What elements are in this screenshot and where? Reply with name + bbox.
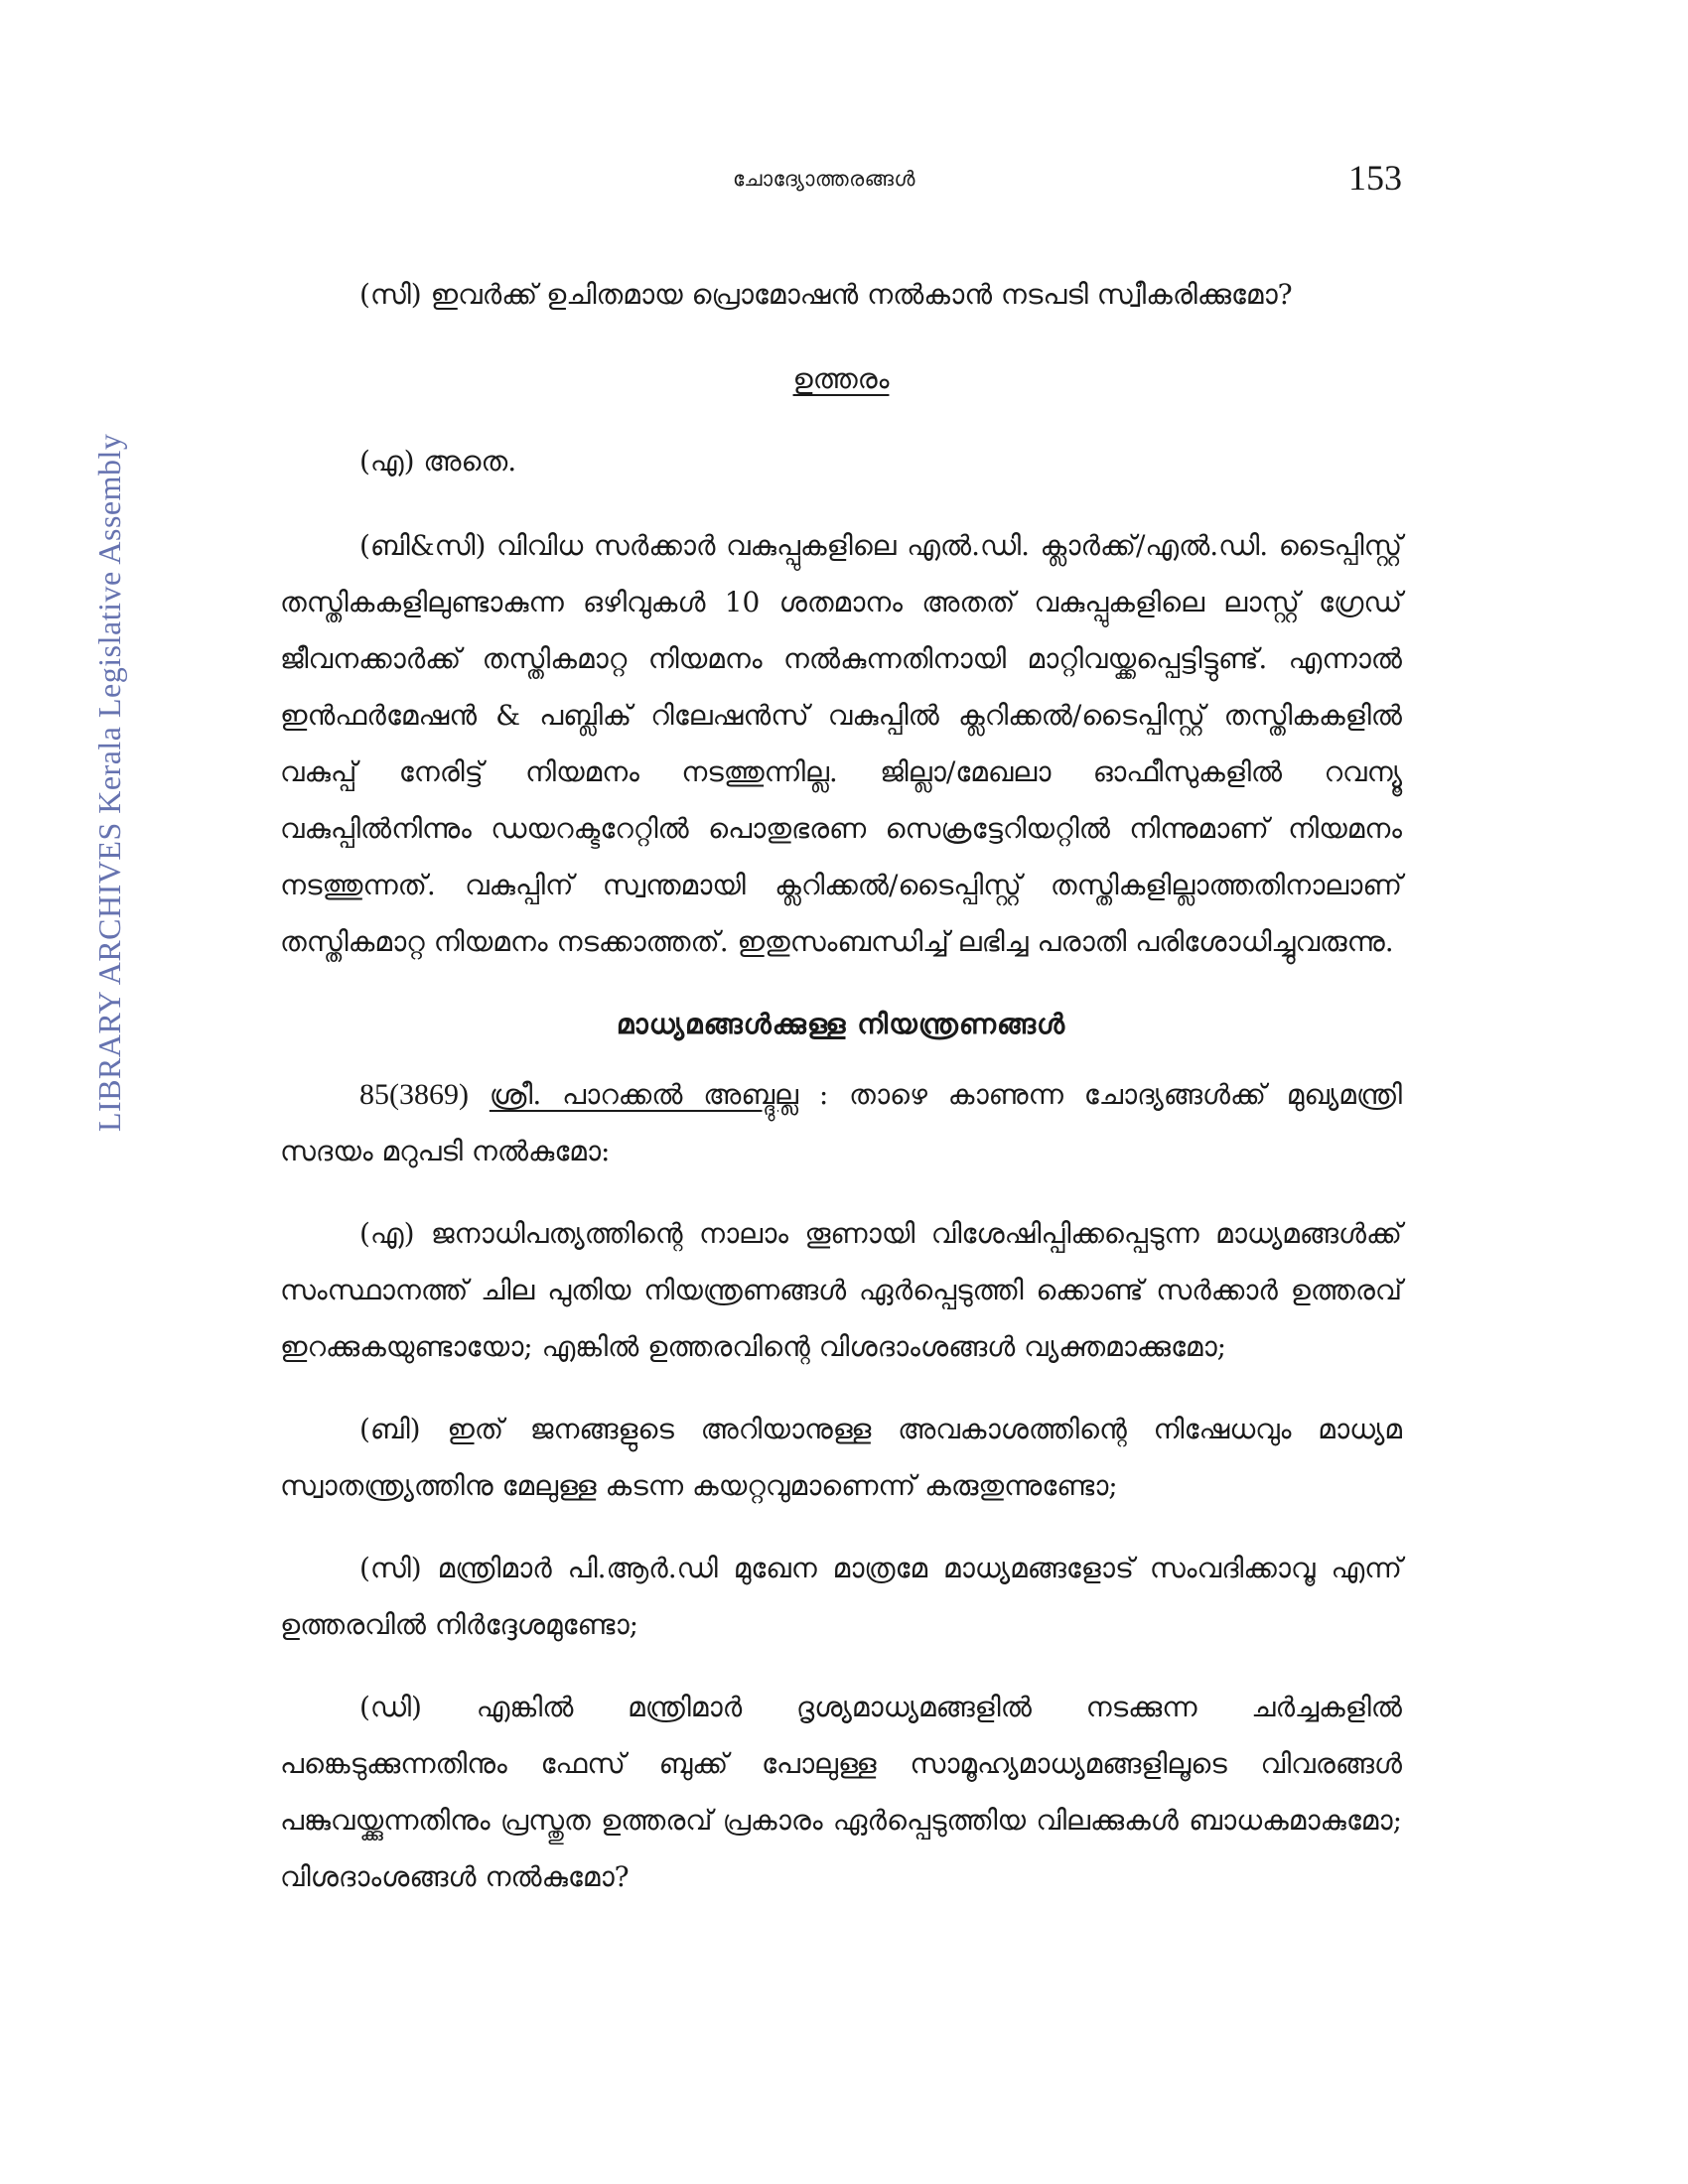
answer-a: (എ) അതെ. xyxy=(359,445,517,478)
question-intro-text: : താഴെ കാണുന്ന ചോദ്യങ്ങൾക്ക് മുഖ്യമന്ത്രി സദയം മറുപടി നൽകുമോ: xyxy=(280,1078,1402,1167)
question-number: 85(3869) xyxy=(359,1078,469,1111)
question-85-b: (ബി) ഇത് ജനങ്ങളുടെ അറിയാനുള്ള അവകാശത്തിന്റെ നിഷേധവും മാധ്യമ സ്വാതന്ത്ര്യത്തിനു മേലുള്ള കടന്ന കയറ്റവുമാണെന്ന് കരുതുന്നുണ്ടോ; xyxy=(280,1413,1402,1502)
question-85-a: (എ) ജനാധിപത്യത്തിന്റെ നാലാം തൂണായി വിശേഷിപ്പിക്കപ്പെടുന്ന മാധ്യമങ്ങൾക്ക് സംസ്ഥാനത്ത് ചില പുതിയ നിയന്ത്രണങ്ങൾ ഏർപ്പെടുത്തി ക്കൊണ്ട് സർക്കാർ ഉത്തരവ് ഇറക്കുകയുണ്ടായോ; എങ്കിൽ ഉത്തരവിന്റെ വിശദാംശങ്ങൾ വ്യക്തമാക്കുമോ; xyxy=(280,1217,1402,1363)
page-number: 153 xyxy=(1348,158,1402,198)
question-85-intro xyxy=(280,1066,1402,1179)
question-c-previous: (സി) ഇവർക്ക് ഉചിതമായ പ്രൊമോഷൻ നൽകാൻ നടപടി സ്വീകരിക്കുമോ? xyxy=(359,278,1293,311)
answer-heading-text: ഉത്തരം xyxy=(792,362,890,395)
archive-watermark: LIBRARY ARCHIVES Kerala Legislative Assembly xyxy=(91,433,127,1132)
answer-heading xyxy=(280,350,1402,407)
question-85-c: (സി) മന്ത്രിമാർ പി.ആർ.ഡി മുഖേന മാത്രമേ മാധ്യമങ്ങളോട് സംവദിക്കാവൂ എന്ന് ഉത്തരവിൽ നിർദ്ദേശമുണ്ടോ; xyxy=(280,1552,1402,1641)
page-content xyxy=(280,266,1402,1931)
section-title: മാധ്യമങ്ങൾക്കുള്ള നിയന്ത്രണങ്ങൾ xyxy=(616,1008,1066,1040)
question-85-d: (ഡി) എങ്കിൽ മന്ത്രിമാർ ദൃശ്യമാധ്യമങ്ങളിൽ നടക്കുന്ന ചർച്ചകളിൽ പങ്കെടുക്കുന്നതിനും ഫേസ് ബുക്ക് പോലുള്ള സാമൂഹ്യമാധ്യമങ്ങളിലൂടെ വിവരങ്ങൾ പങ്കുവയ്ക്കുന്നതിനും പ്രസ്തുത ഉത്തരവ് പ്രകാരം ഏർപ്പെടുത്തിയ വിലക്കുകൾ ബാധകമാകുമോ; വിശദാംശങ്ങൾ നൽകുമോ? xyxy=(280,1691,1402,1893)
answer-b-c: (ബി&സി) വിവിധ സർക്കാർ വകുപ്പുകളിലെ എൽ.ഡി. ക്ലാർക്ക്/എൽ.ഡി. ടൈപ്പിസ്റ്റ് തസ്തികകളിലുണ്ടാകുന്ന ഒഴിവുകൾ 10 ശതമാനം അതത് വകുപ്പുകളിലെ ലാസ്റ്റ് ഗ്രേഡ് ജീവനക്കാർക്ക് തസ്തികമാറ്റ നിയമനം നൽകുന്നതിനായി മാറ്റിവയ്ക്കപ്പെട്ടിട്ടുണ്ട്. എന്നാൽ ഇൻഫർമേഷൻ & പബ്ലിക് റിലേഷൻസ് വകുപ്പിൽ ക്ലറിക്കൽ/ടൈപ്പിസ്റ്റ് തസ്തികകളിൽ വകുപ്പ് നേരിട്ട് നിയമനം നടത്തുന്നില്ല. ജില്ലാ/മേഖലാ ഓഫീസുകളിൽ റവന്യൂ വകുപ്പിൽനിന്നും ഡയറക്ടറേറ്റിൽ പൊതുഭരണ സെക്രട്ടേറിയറ്റിൽ നിന്നുമാണ് നിയമനം നടത്തുന്നത്. വകുപ്പിന് സ്വന്തമായി ക്ലറിക്കൽ/ടൈപ്പിസ്റ്റ് തസ്തികളില്ലാത്തതിനാലാണ് തസ്തികമാറ്റ നിയമനം നടക്കാത്തത്. ഇതുസംബന്ധിച്ച് ലഭിച്ച പരാതി പരിശോധിച്ചുവരുന്നു. xyxy=(280,529,1402,958)
running-title: ചോദ്യോത്തരങ്ങൾ xyxy=(732,167,916,191)
member-name: ശ്രീ. പാറക്കൽ അബ്ദുല്ല xyxy=(489,1078,798,1111)
